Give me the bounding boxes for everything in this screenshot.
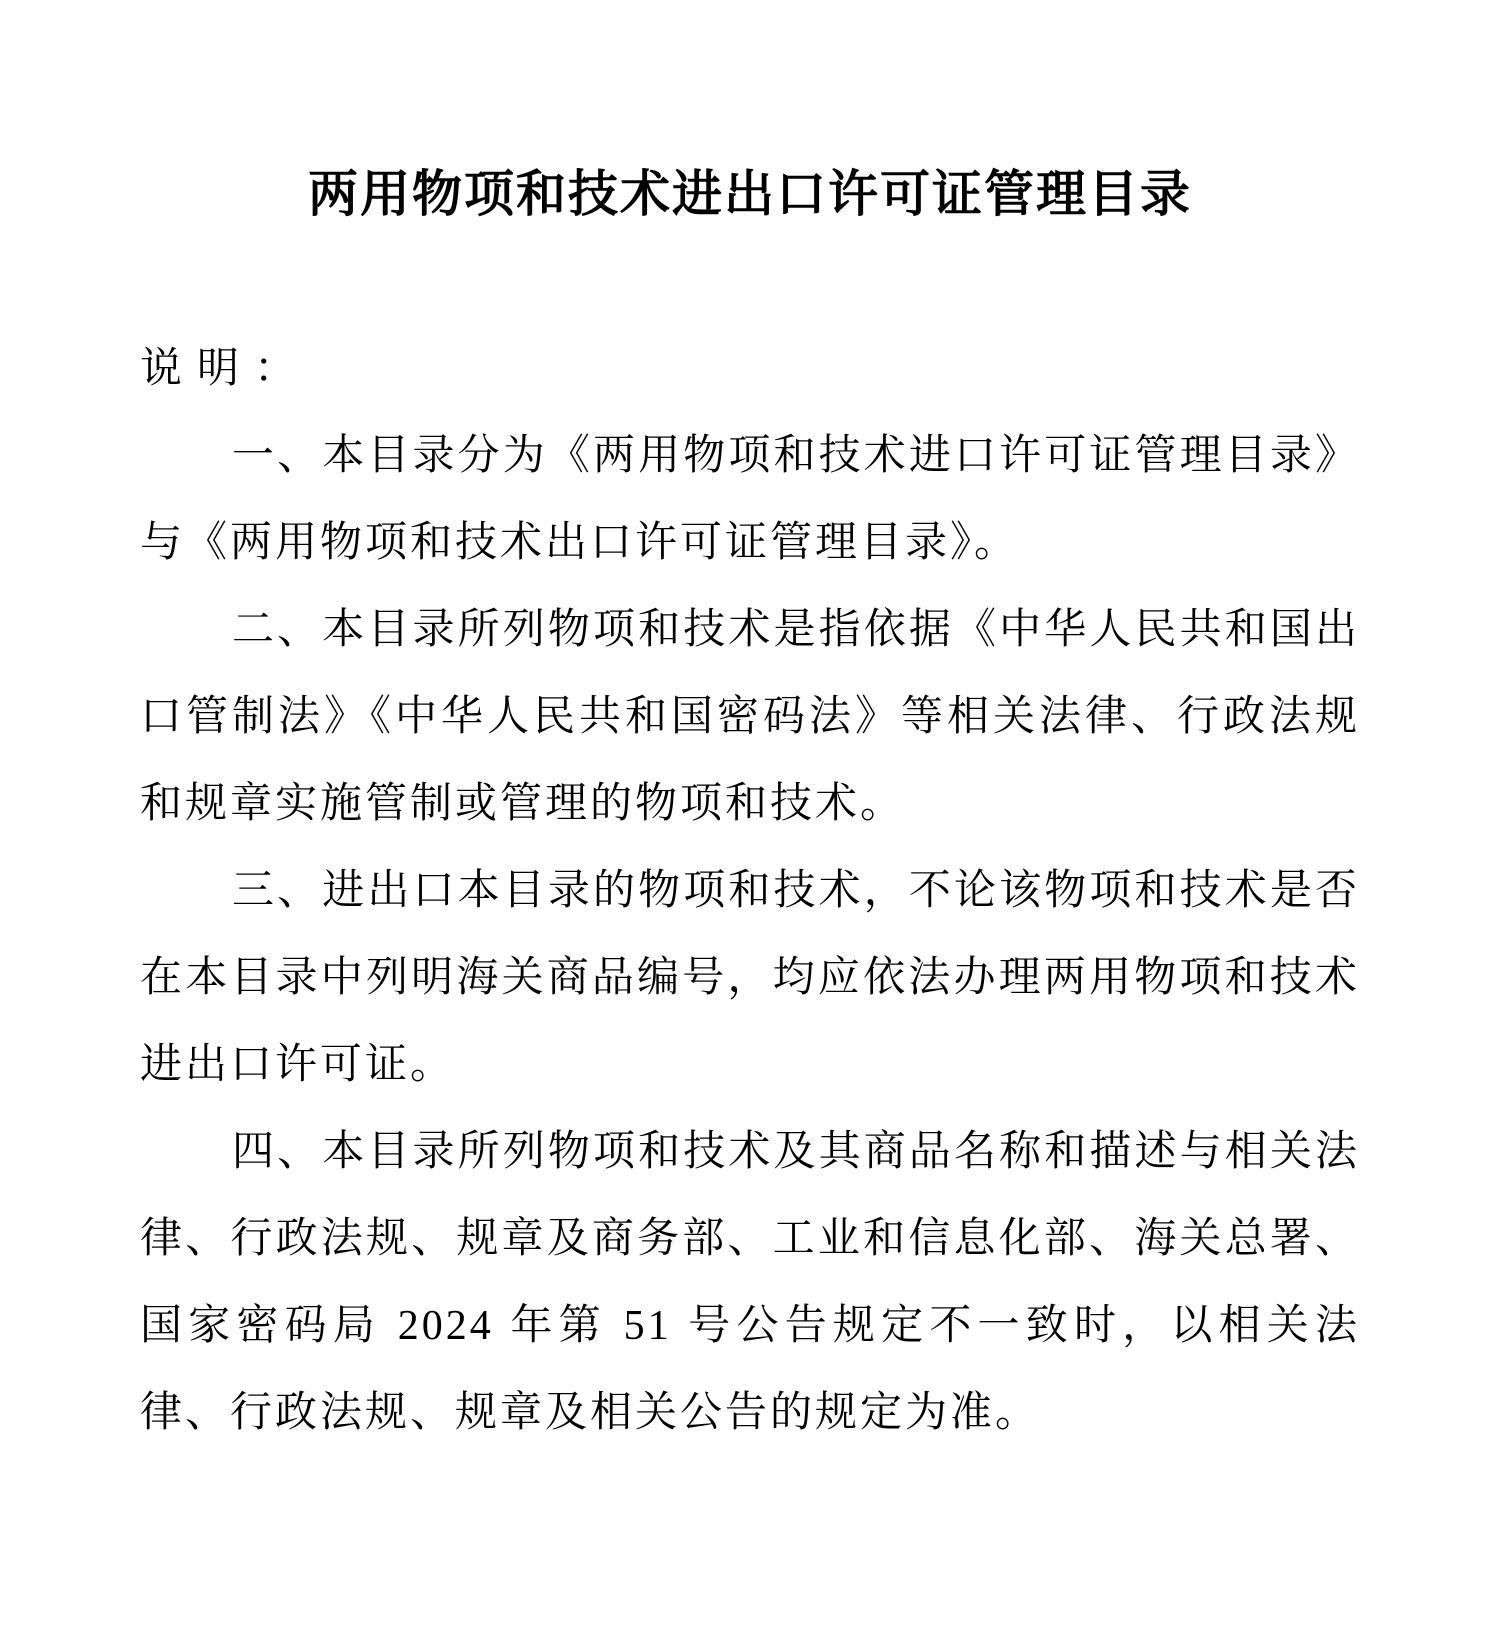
paragraph-4: 四、本目录所列物项和技术及其商品名称和描述与相关法律、行政法规、规章及商务部、工业和信息化部、海关总署、国家密码局 2024 年第 51 号公告规定不一致时，以相关法律、行政法规、规章及相关公告的规定为准。 [140, 1129, 1360, 1436]
paragraph-2: 二、本目录所列物项和技术是指依据《中华人民共和国出口管制法》《中华人民共和国密码法》等相关法律、行政法规和规章实施管制或管理的物项和技术。 [140, 607, 1360, 827]
document-title: 两用物项和技术进出口许可证管理目录 [308, 166, 1192, 222]
paragraph-3: 三、进出口本目录的物项和技术，不论该物项和技术是否在本目录中列明海关商品编号，均应依法办理两用物项和技术进出口许可证。 [140, 868, 1360, 1088]
document-body [140, 326, 1360, 1457]
paragraph-1: 一、本目录分为《两用物项和技术进口许可证管理目录》与《两用物项和技术出口许可证管理目录》。 [140, 433, 1360, 566]
intro-label: 说明： [140, 346, 312, 392]
